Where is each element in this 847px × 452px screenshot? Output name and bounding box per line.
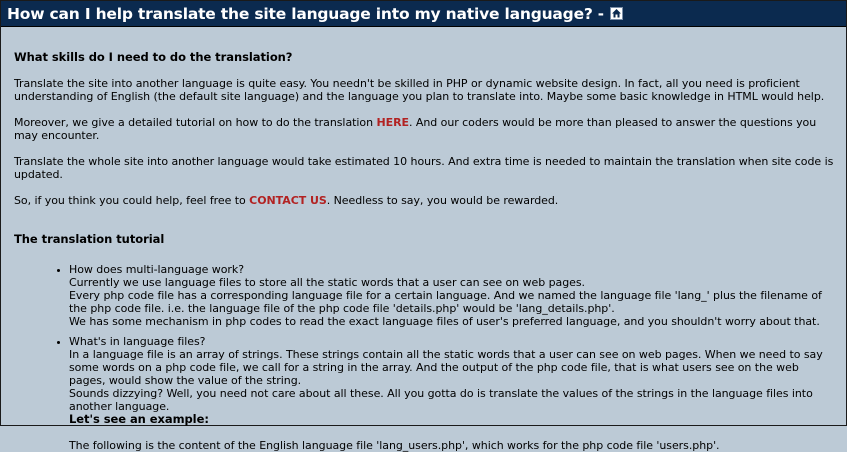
- tutorial-list: [14, 263, 836, 452]
- p4-text-after: . Needless to say, you would be rewarded.: [326, 194, 559, 207]
- home-icon[interactable]: [610, 7, 623, 20]
- tutorial-here-link[interactable]: HERE: [376, 116, 409, 129]
- tutorial-question-2: • What's in language files?: [69, 335, 206, 348]
- example-heading: Let's see an example:: [69, 412, 209, 426]
- skills-paragraph-3: Translate the whole site into another language would take estimated 10 hours. And extra time is needed to maintain the translation when site code is updated.: [14, 155, 834, 181]
- p2-text-after: . And our coders would be more than pleased to answer the questions you may encounter.: [14, 116, 817, 142]
- panel-header: [1, 1, 846, 27]
- list-item: [69, 335, 836, 452]
- page-title: How can I help translate the site language into my native language?: [7, 4, 593, 23]
- skills-heading: What skills do I need to do the translation?: [14, 50, 293, 64]
- tutorial-answer-2-line-1: In a language file is an array of strings. These strings contain all the static words that a user can see on web pages. When we need to say some words on a php code file, we call for a string in the array. And the output of the php code file, that is what users see on the web pages, would show the value of the string.: [69, 348, 823, 387]
- tutorial-answer-1-line-3: We has some mechanism in php codes to read the exact language files of user's preferred language, and you shouldn't worry about that.: [69, 315, 820, 328]
- tutorial-answer-2-line-2: Sounds dizzying? Well, you need not care about all these. All you gotta do is translate the values of the strings in the language files into another language.: [69, 387, 813, 413]
- contact-us-link[interactable]: CONTACT US: [249, 194, 327, 207]
- title-separator: -: [597, 4, 604, 23]
- tutorial-heading: The translation tutorial: [14, 232, 165, 246]
- tutorial-question-1: • How does multi-language work?: [69, 263, 245, 276]
- skills-paragraph-4: [14, 194, 836, 207]
- list-item: [69, 263, 836, 328]
- example-description: The following is the content of the English language file 'lang_users.php', which works for the php code file 'users.php'.: [69, 439, 720, 452]
- p4-text-before: So, if you think you could help, feel free to: [14, 194, 250, 207]
- p2-text-before: Moreover, we give a detailed tutorial on how to do the translation: [14, 116, 377, 129]
- tutorial-answer-1-line-2: Every php code file has a corresponding language file for a certain language. And we named the language file 'lang_' plus the filename of the php code file. i.e. the language file of the php code file 'details.php' would be 'lang_details.php'.: [69, 289, 822, 315]
- skills-paragraph-1: Translate the site into another language is quite easy. You needn't be skilled in PHP or dynamic website design. In fact, all you need is proficient understanding of English (the default site language) and the language you plan to translate into. Maybe some basic knowledge in HTML would help.: [14, 77, 825, 103]
- faq-content: [1, 51, 846, 452]
- skills-paragraph-2: [14, 116, 836, 142]
- tutorial-answer-1-line-1: Currently we use language files to store all the static words that a user can see on web pages.: [69, 276, 585, 289]
